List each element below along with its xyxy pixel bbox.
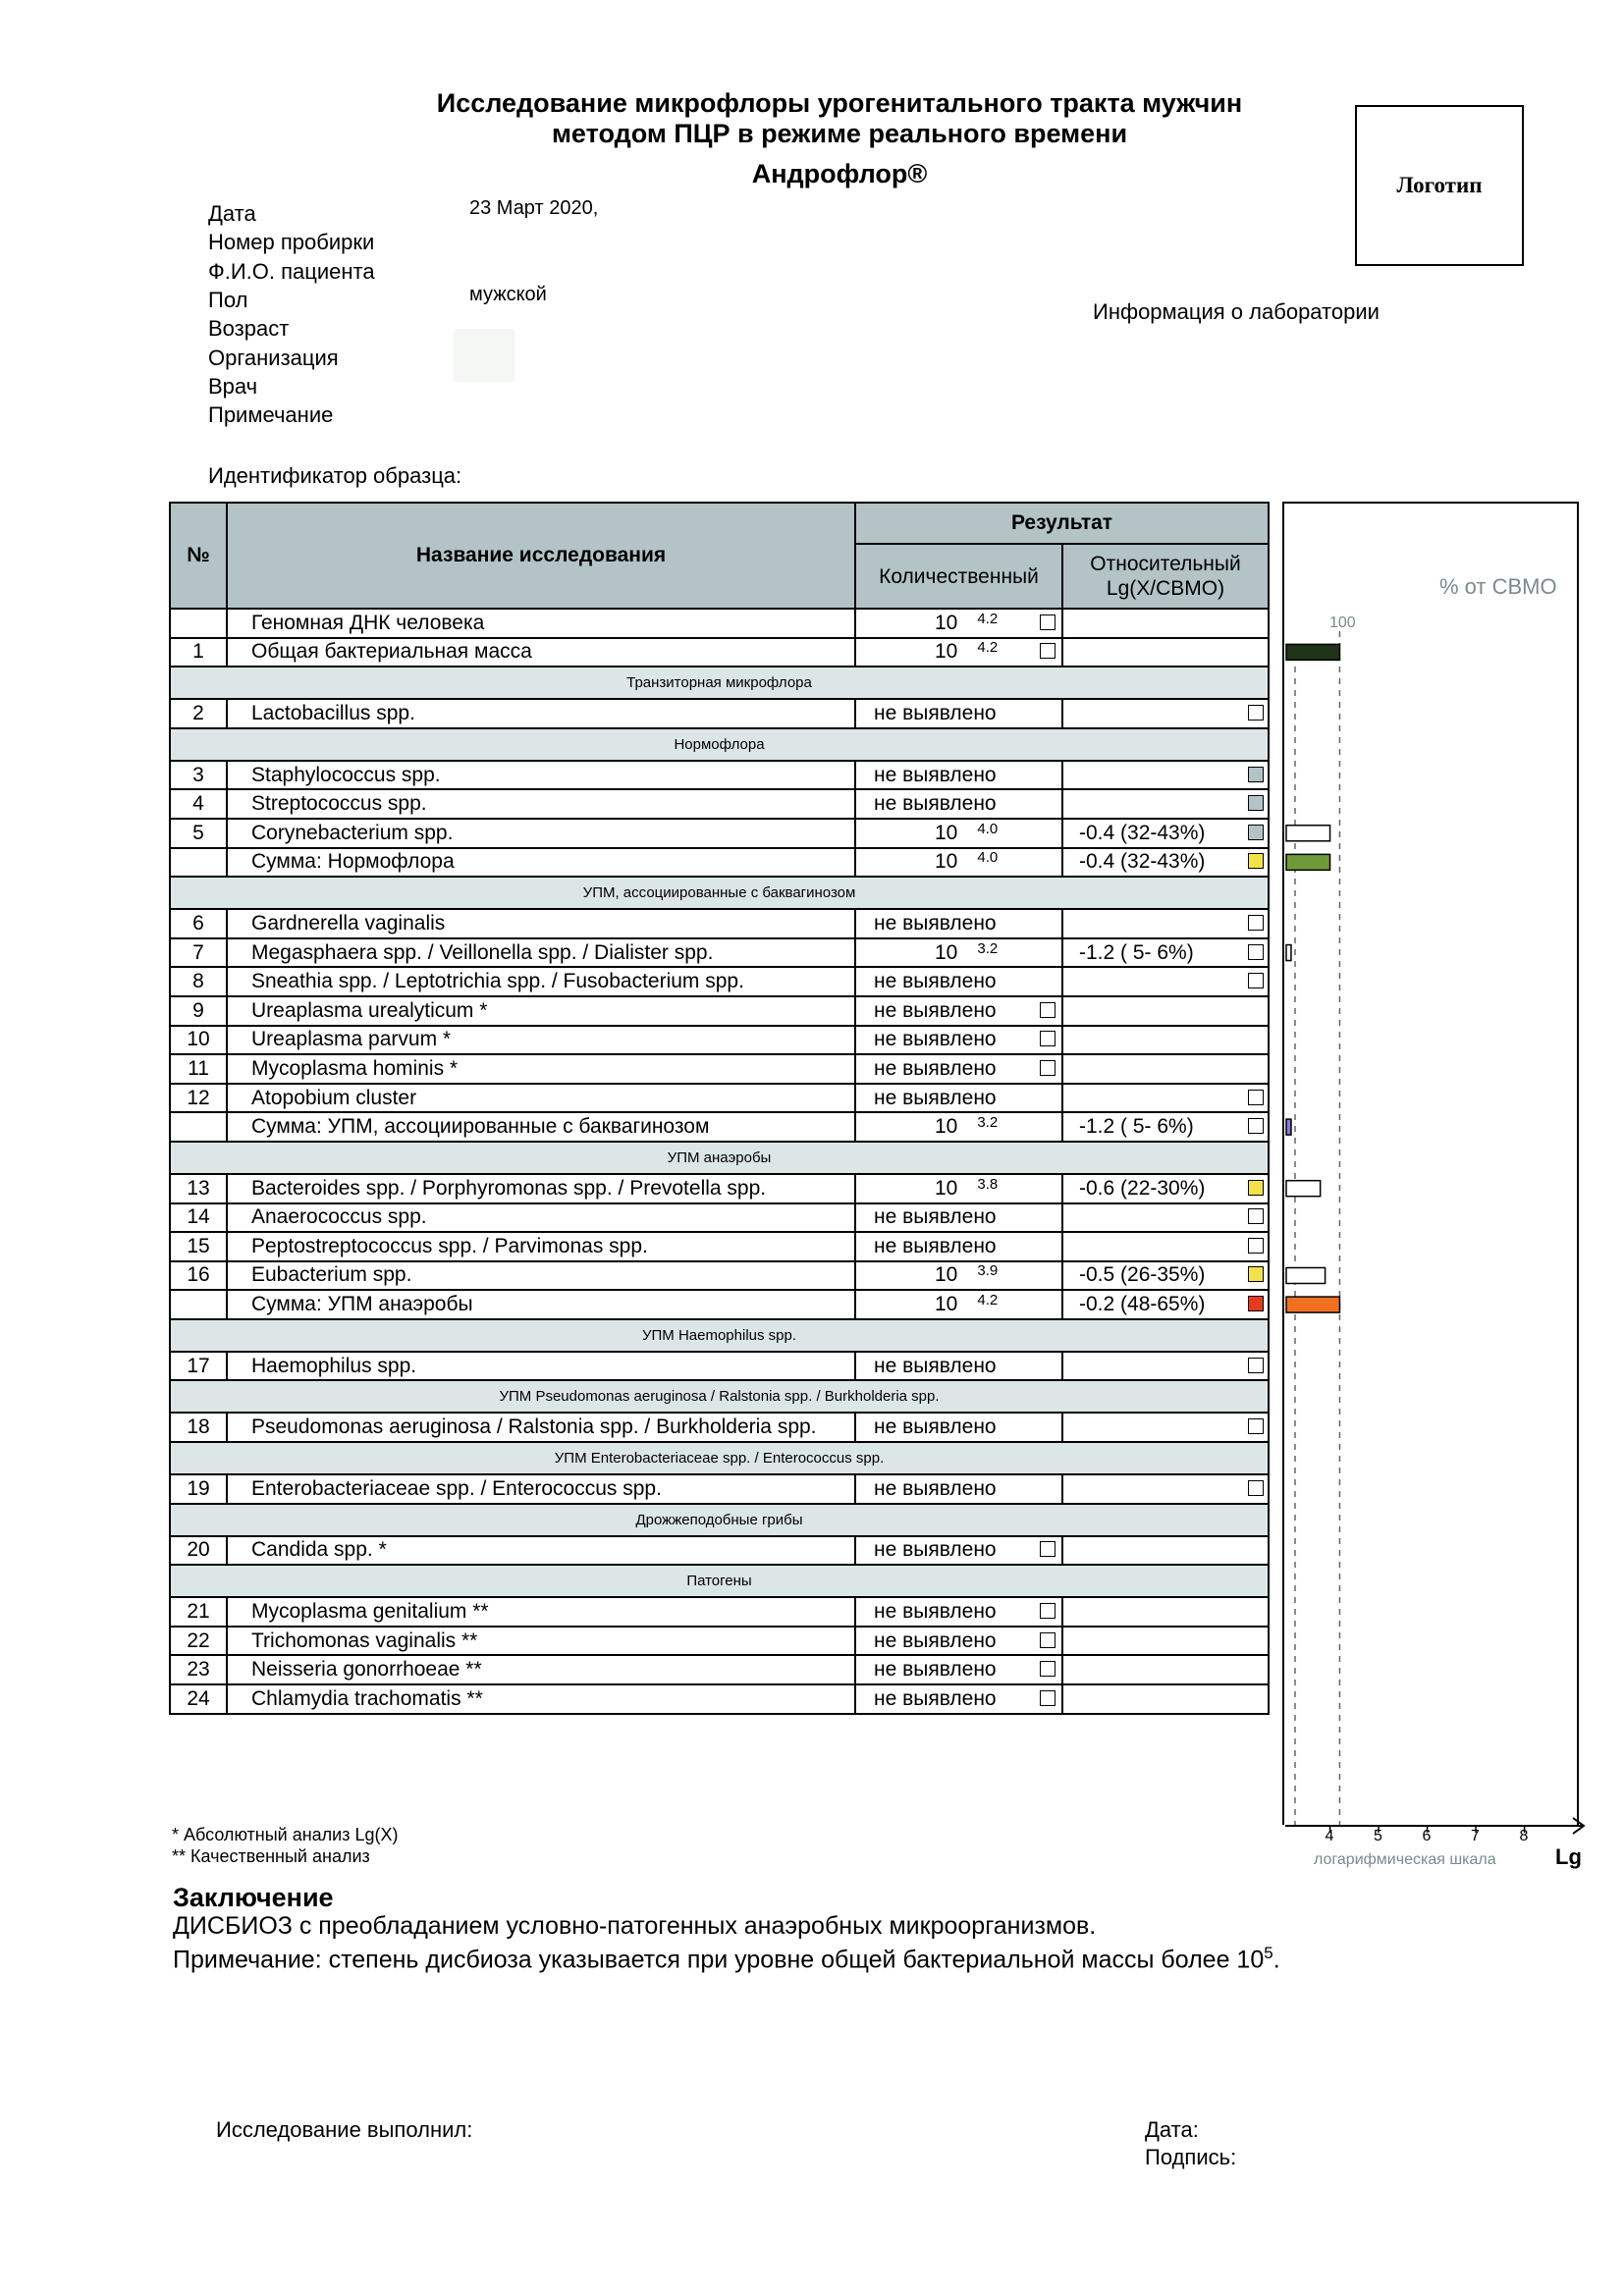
section-row [170,1504,1269,1536]
col-header-name: Название исследования [227,503,855,609]
relative-result [1062,1084,1269,1113]
quant-result [855,1655,1062,1684]
table-row [170,1203,1269,1233]
quant-text: не выявлено [874,792,997,816]
relative-result [1062,1474,1269,1504]
relative-result [1062,1536,1269,1566]
lab-info: Информация о лаборатории [1093,299,1380,324]
quant-base: 10 [935,821,958,844]
section-label: Дрожжеподобные грибы [170,1504,1269,1536]
patient-field-label: Номер пробирки [208,230,375,255]
signature-label: Подпись: [1145,2145,1237,2169]
row-number: 15 [170,1232,227,1261]
relative-result [1062,1655,1269,1684]
section-label: Нормофлора [170,728,1269,761]
relative-result [1062,1232,1269,1261]
col-header-result: Результат [855,503,1269,544]
product-name: Андрофлор® [751,159,928,188]
x-tick-label: 5 [1374,1828,1382,1844]
status-color-box-icon [1248,825,1264,840]
section-label: Патогены [170,1565,1269,1597]
patient-field-label: Примечание [208,402,334,428]
section-row [170,1142,1269,1174]
quant-result [855,1627,1062,1656]
test-name: Peptostreptococcus spp. / Parvimonas spp. [227,1232,855,1261]
quant-text: не выявлено [874,1686,997,1710]
status-box-icon [1040,614,1056,630]
performed-by-label: Исследование выполнил: [216,2117,473,2142]
quant-result [855,938,1062,968]
quant-result [855,1684,1062,1714]
status-color-box-icon [1248,767,1264,782]
section-row [170,728,1269,761]
quant-exponent: 4.2 [977,1292,999,1309]
status-color-box-icon [1248,1480,1264,1496]
conclusion-text: ДИСБИОЗ с преобладанием условно-патогенных анаэробных микроорганизмов. [173,1912,1097,1940]
status-box-icon [1040,1541,1056,1557]
quant-result [855,789,1062,819]
quant-text: не выявлено [874,970,997,993]
quant-power [935,850,998,874]
section-row [170,1380,1269,1413]
quant-base: 10 [935,611,958,634]
row-number: 11 [170,1054,227,1084]
quant-result [855,1174,1062,1203]
quant-base: 10 [935,850,958,874]
conclusion-note-end: . [1272,1946,1280,1974]
status-color-box-icon [1248,1090,1264,1105]
test-name: Gardnerella vaginalis [227,909,855,938]
status-color-box-icon [1248,1180,1264,1196]
results-body [170,609,1269,1714]
row-number: 23 [170,1655,227,1684]
redacted-organization [454,329,514,382]
quant-text: не выявлено [874,1415,997,1439]
quant-result [855,1054,1062,1084]
conclusion-heading: Заключение [173,1883,334,1912]
relative-result [1062,996,1269,1026]
x-tick-label: 4 [1325,1828,1334,1844]
row-number: 5 [170,819,227,848]
x-tick-label: 8 [1519,1828,1529,1844]
test-name: Enterobacteriaceae spp. / Enterococcus spp. [227,1474,855,1504]
quant-power [935,1177,998,1201]
logo-text: Логотип [1396,173,1483,197]
test-name: Ureaplasma urealyticum * [227,996,855,1026]
test-name: Staphylococcus spp. [227,761,855,790]
relative-result [1062,1174,1269,1203]
quant-result [855,996,1062,1026]
test-name: Streptococcus spp. [227,789,855,819]
table-row [170,1112,1269,1142]
x-tick-label: 7 [1471,1828,1480,1844]
table-row [170,819,1269,848]
row-number [170,1112,227,1142]
relative-result [1062,1026,1269,1055]
chart-bar [1286,945,1291,961]
patient-field-label: Организация [208,345,339,370]
row-number: 2 [170,699,227,728]
quant-base: 10 [935,640,958,664]
relative-result [1062,1261,1269,1291]
chart-bar [1286,854,1330,870]
quant-base: 10 [935,1263,958,1287]
logo-placeholder [1355,105,1524,266]
test-name: Sneathia spp. / Leptotrichia spp. / Fusobacterium spp. [227,967,855,996]
quant-result [855,1290,1062,1319]
status-box-icon [1040,1002,1056,1018]
table-row [170,609,1269,638]
section-label: УПМ, ассоциированные с баквагинозом [170,877,1269,909]
test-name: Haemophilus spp. [227,1352,855,1381]
quant-result [855,1026,1062,1055]
quant-power [935,1293,998,1316]
relative-text: -0.4 (32-43%) [1079,821,1206,844]
quant-result [855,1203,1062,1233]
table-row [170,1684,1269,1714]
relative-result [1062,789,1269,819]
patient-field-value: мужской [469,283,547,305]
table-row [170,1054,1269,1084]
test-name: Candida spp. * [227,1536,855,1566]
row-number: 1 [170,638,227,667]
table-row [170,1352,1269,1381]
row-number: 13 [170,1174,227,1203]
relative-text: -1.2 ( 5- 6%) [1079,1115,1194,1139]
status-color-box-icon [1248,853,1264,869]
quant-result [855,1261,1062,1291]
quant-base: 10 [935,1293,958,1316]
quant-power [935,640,998,664]
table-row [170,848,1269,878]
footnote-qualitative: ** Качественный анализ [172,1846,370,1866]
test-name: Mycoplasma hominis * [227,1054,855,1084]
conclusion-note [173,1944,1280,1974]
chart-bar [1286,826,1330,841]
quant-result [855,967,1062,996]
table-row [170,1655,1269,1684]
table-row [170,1627,1269,1656]
row-number: 17 [170,1352,227,1381]
table-row [170,996,1269,1026]
test-name: Сумма: УПМ анаэробы [227,1290,855,1319]
relative-result [1062,1413,1269,1442]
quant-power [935,1263,998,1287]
status-box-icon [1040,1661,1056,1677]
patient-field-value: 23 Март 2020, [469,197,599,219]
relative-result [1062,1290,1269,1319]
quant-power [935,1115,998,1139]
relative-text: -0.2 (48-65%) [1079,1293,1206,1316]
quant-text: не выявлено [874,1658,997,1682]
conclusion-note-text: Примечание: степень дисбиоза указывается при уровне общей бактериальной массы более 10 [173,1946,1265,1974]
table-row [170,761,1269,790]
table-row [170,967,1269,996]
chart-bar [1286,1119,1291,1135]
status-color-box-icon [1248,1208,1264,1224]
test-name: Chlamydia trachomatis ** [227,1684,855,1714]
col-header-quant: Количественный [855,544,1062,609]
table-row [170,1232,1269,1261]
col-header-rel [1062,544,1269,609]
section-label: УПМ Pseudomonas aeruginosa / Ralstonia spp. / Burkholderia spp. [170,1380,1269,1413]
quant-text: не выявлено [874,1354,997,1377]
table-row [170,638,1269,667]
row-number: 7 [170,938,227,968]
patient-field-label: Пол [208,287,248,312]
section-row [170,1442,1269,1474]
quant-result [855,909,1062,938]
relative-result [1062,609,1269,638]
col-header-rel-line1: Относительный [1090,553,1241,575]
table-row [170,789,1269,819]
table-row [170,909,1269,938]
col-header-rel-line2: Lg(X/СВМО) [1106,577,1225,600]
relative-text: -1.2 ( 5- 6%) [1079,940,1194,964]
section-row [170,877,1269,909]
quant-result [855,848,1062,878]
quant-exponent: 3.2 [977,1114,999,1132]
relative-result [1062,1054,1269,1084]
table-row [170,1536,1269,1566]
relative-result [1062,848,1269,878]
test-name: Геномная ДНК человека [227,609,855,638]
footnote-absolute: * Абсолютный анализ Lg(X) [172,1825,399,1844]
quant-result [855,699,1062,728]
patient-field-label: Дата [208,201,256,226]
quant-text: не выявлено [874,1056,997,1080]
quant-text: не выявлено [874,1538,997,1562]
table-row [170,1474,1269,1504]
status-color-box-icon [1248,1118,1264,1134]
table-row [170,1413,1269,1442]
quant-text: не выявлено [874,1600,997,1624]
row-number: 24 [170,1684,227,1714]
chart-bar [1286,1267,1326,1283]
status-color-box-icon [1248,1238,1264,1254]
quant-text: не выявлено [874,1205,997,1229]
status-box-icon [1040,1031,1056,1046]
quant-base: 10 [935,1115,958,1139]
relative-result [1062,967,1269,996]
row-number: 6 [170,909,227,938]
col-header-num: № [170,503,227,609]
quant-text: не выявлено [874,1086,997,1109]
row-number [170,609,227,638]
status-color-box-icon [1248,705,1264,721]
x-axis-label: логарифмическая шкала [1314,1851,1496,1868]
quant-text: не выявлено [874,998,997,1022]
quant-exponent: 4.2 [977,610,999,627]
quant-text: не выявлено [874,911,997,934]
row-number: 14 [170,1203,227,1233]
quant-text: не выявлено [874,1234,997,1257]
quant-exponent: 3.8 [977,1175,999,1193]
chart-reference-label: 100 [1329,614,1356,631]
quant-text: не выявлено [874,1476,997,1500]
quant-result [855,1084,1062,1113]
axis-unit-label: Lg [1555,1844,1582,1869]
test-name: Сумма: Нормофлора [227,848,855,878]
status-color-box-icon [1248,1266,1264,1282]
test-name: Bacteroides spp. / Porphyromonas spp. / Prevotella spp. [227,1174,855,1203]
relative-result [1062,1627,1269,1656]
status-color-box-icon [1248,1358,1264,1373]
section-row [170,1565,1269,1597]
row-number: 12 [170,1084,227,1113]
table-row [170,1290,1269,1319]
row-number: 22 [170,1627,227,1656]
test-name: Anaerococcus spp. [227,1203,855,1233]
test-name: Общая бактериальная масса [227,638,855,667]
row-number: 18 [170,1413,227,1442]
section-row [170,1319,1269,1352]
relative-result [1062,761,1269,790]
status-color-box-icon [1248,795,1264,811]
table-row [170,1084,1269,1113]
section-label: УПМ Haemophilus spp. [170,1319,1269,1352]
quant-result [855,1536,1062,1566]
relative-result [1062,938,1269,968]
quant-power [935,612,998,635]
relative-result [1062,1597,1269,1627]
test-name: Megasphaera spp. / Veillonella spp. / Dialister spp. [227,938,855,968]
status-box-icon [1040,1060,1056,1076]
table-row [170,1597,1269,1627]
relative-text: -0.4 (32-43%) [1079,850,1206,874]
x-tick-label: 6 [1422,1828,1432,1844]
status-color-box-icon [1248,973,1264,988]
quant-result [855,1352,1062,1381]
quant-result [855,1413,1062,1442]
conclusion-note-exp: 5 [1264,1944,1273,1962]
row-number: 9 [170,996,227,1026]
relative-result [1062,1352,1269,1381]
quant-text: не выявлено [874,1629,997,1652]
test-name: Ureaplasma parvum * [227,1026,855,1055]
test-name: Corynebacterium spp. [227,819,855,848]
row-number: 3 [170,761,227,790]
test-name: Trichomonas vaginalis ** [227,1627,855,1656]
test-name: Pseudomonas aeruginosa / Ralstonia spp. / Burkholderia spp. [227,1413,855,1442]
quant-base: 10 [935,940,958,964]
test-name: Сумма: УПМ, ассоциированные с баквагинозом [227,1112,855,1142]
test-name: Eubacterium spp. [227,1261,855,1291]
chart-title: % от СВМО [1439,574,1557,599]
row-number: 20 [170,1536,227,1566]
row-number: 19 [170,1474,227,1504]
quant-result [855,1597,1062,1627]
quant-result [855,819,1062,848]
table-row [170,699,1269,728]
quant-result [855,1112,1062,1142]
status-color-box-icon [1248,915,1264,931]
status-color-box-icon [1248,1296,1264,1311]
report-title-line2: методом ПЦР в режиме реального времени [551,119,1128,148]
relative-result [1062,638,1269,667]
relative-result [1062,1112,1269,1142]
patient-field-label: Врач [208,373,258,399]
quant-exponent: 3.9 [977,1262,999,1280]
patient-field-label: Возраст [208,316,290,342]
status-color-box-icon [1248,944,1264,960]
quant-exponent: 4.0 [977,820,999,837]
row-number: 21 [170,1597,227,1627]
chart-bar [1286,1181,1321,1197]
report-title-line1: Исследование микрофлоры урогенитального тракта мужчин [436,88,1243,118]
quant-text: не выявлено [874,1028,997,1051]
status-box-icon [1040,1632,1056,1648]
relative-result [1062,1203,1269,1233]
table-row [170,1174,1269,1203]
section-label: Транзиторная микрофлора [170,667,1269,699]
table-row [170,938,1269,968]
section-label: УПМ Enterobacteriaceae spp. / Enterococcus spp. [170,1442,1269,1474]
row-number [170,848,227,878]
test-name: Neisseria gonorrhoeae ** [227,1655,855,1684]
quant-exponent: 4.0 [977,849,999,867]
relative-text: -0.6 (22-30%) [1079,1176,1206,1200]
chart-bar [1286,644,1339,660]
relative-result [1062,699,1269,728]
sample-id-label: Идентификатор образца: [208,463,462,488]
date-label: Дата: [1145,2117,1199,2142]
row-number: 16 [170,1261,227,1291]
quant-text: не выявлено [874,763,997,786]
relative-text: -0.5 (26-35%) [1079,1263,1206,1287]
relative-result [1062,819,1269,848]
results-table [169,502,1270,1715]
table-row [170,1261,1269,1291]
quant-exponent: 4.2 [977,639,999,657]
row-number: 8 [170,967,227,996]
patient-field-label: Ф.И.О. пациента [208,258,375,284]
status-box-icon [1040,1603,1056,1619]
test-name: Mycoplasma genitalium ** [227,1597,855,1627]
row-number: 4 [170,789,227,819]
test-name: Lactobacillus spp. [227,699,855,728]
quant-power [935,822,998,845]
log-scale-chart [1272,502,1597,1846]
status-box-icon [1040,1690,1056,1706]
quant-result [855,638,1062,667]
quant-result [855,1474,1062,1504]
quant-text: не выявлено [874,701,997,724]
section-row [170,667,1269,699]
quant-result [855,761,1062,790]
relative-result [1062,909,1269,938]
status-box-icon [1040,643,1056,659]
chart-bar [1286,1297,1339,1312]
row-number: 10 [170,1026,227,1055]
quant-base: 10 [935,1176,958,1200]
status-color-box-icon [1248,1418,1264,1434]
quant-result [855,1232,1062,1261]
test-name: Atopobium cluster [227,1084,855,1113]
section-label: УПМ анаэробы [170,1142,1269,1174]
quant-exponent: 3.2 [977,939,999,957]
quant-result [855,609,1062,638]
table-row [170,1026,1269,1055]
relative-result [1062,1684,1269,1714]
row-number [170,1290,227,1319]
quant-power [935,941,998,965]
